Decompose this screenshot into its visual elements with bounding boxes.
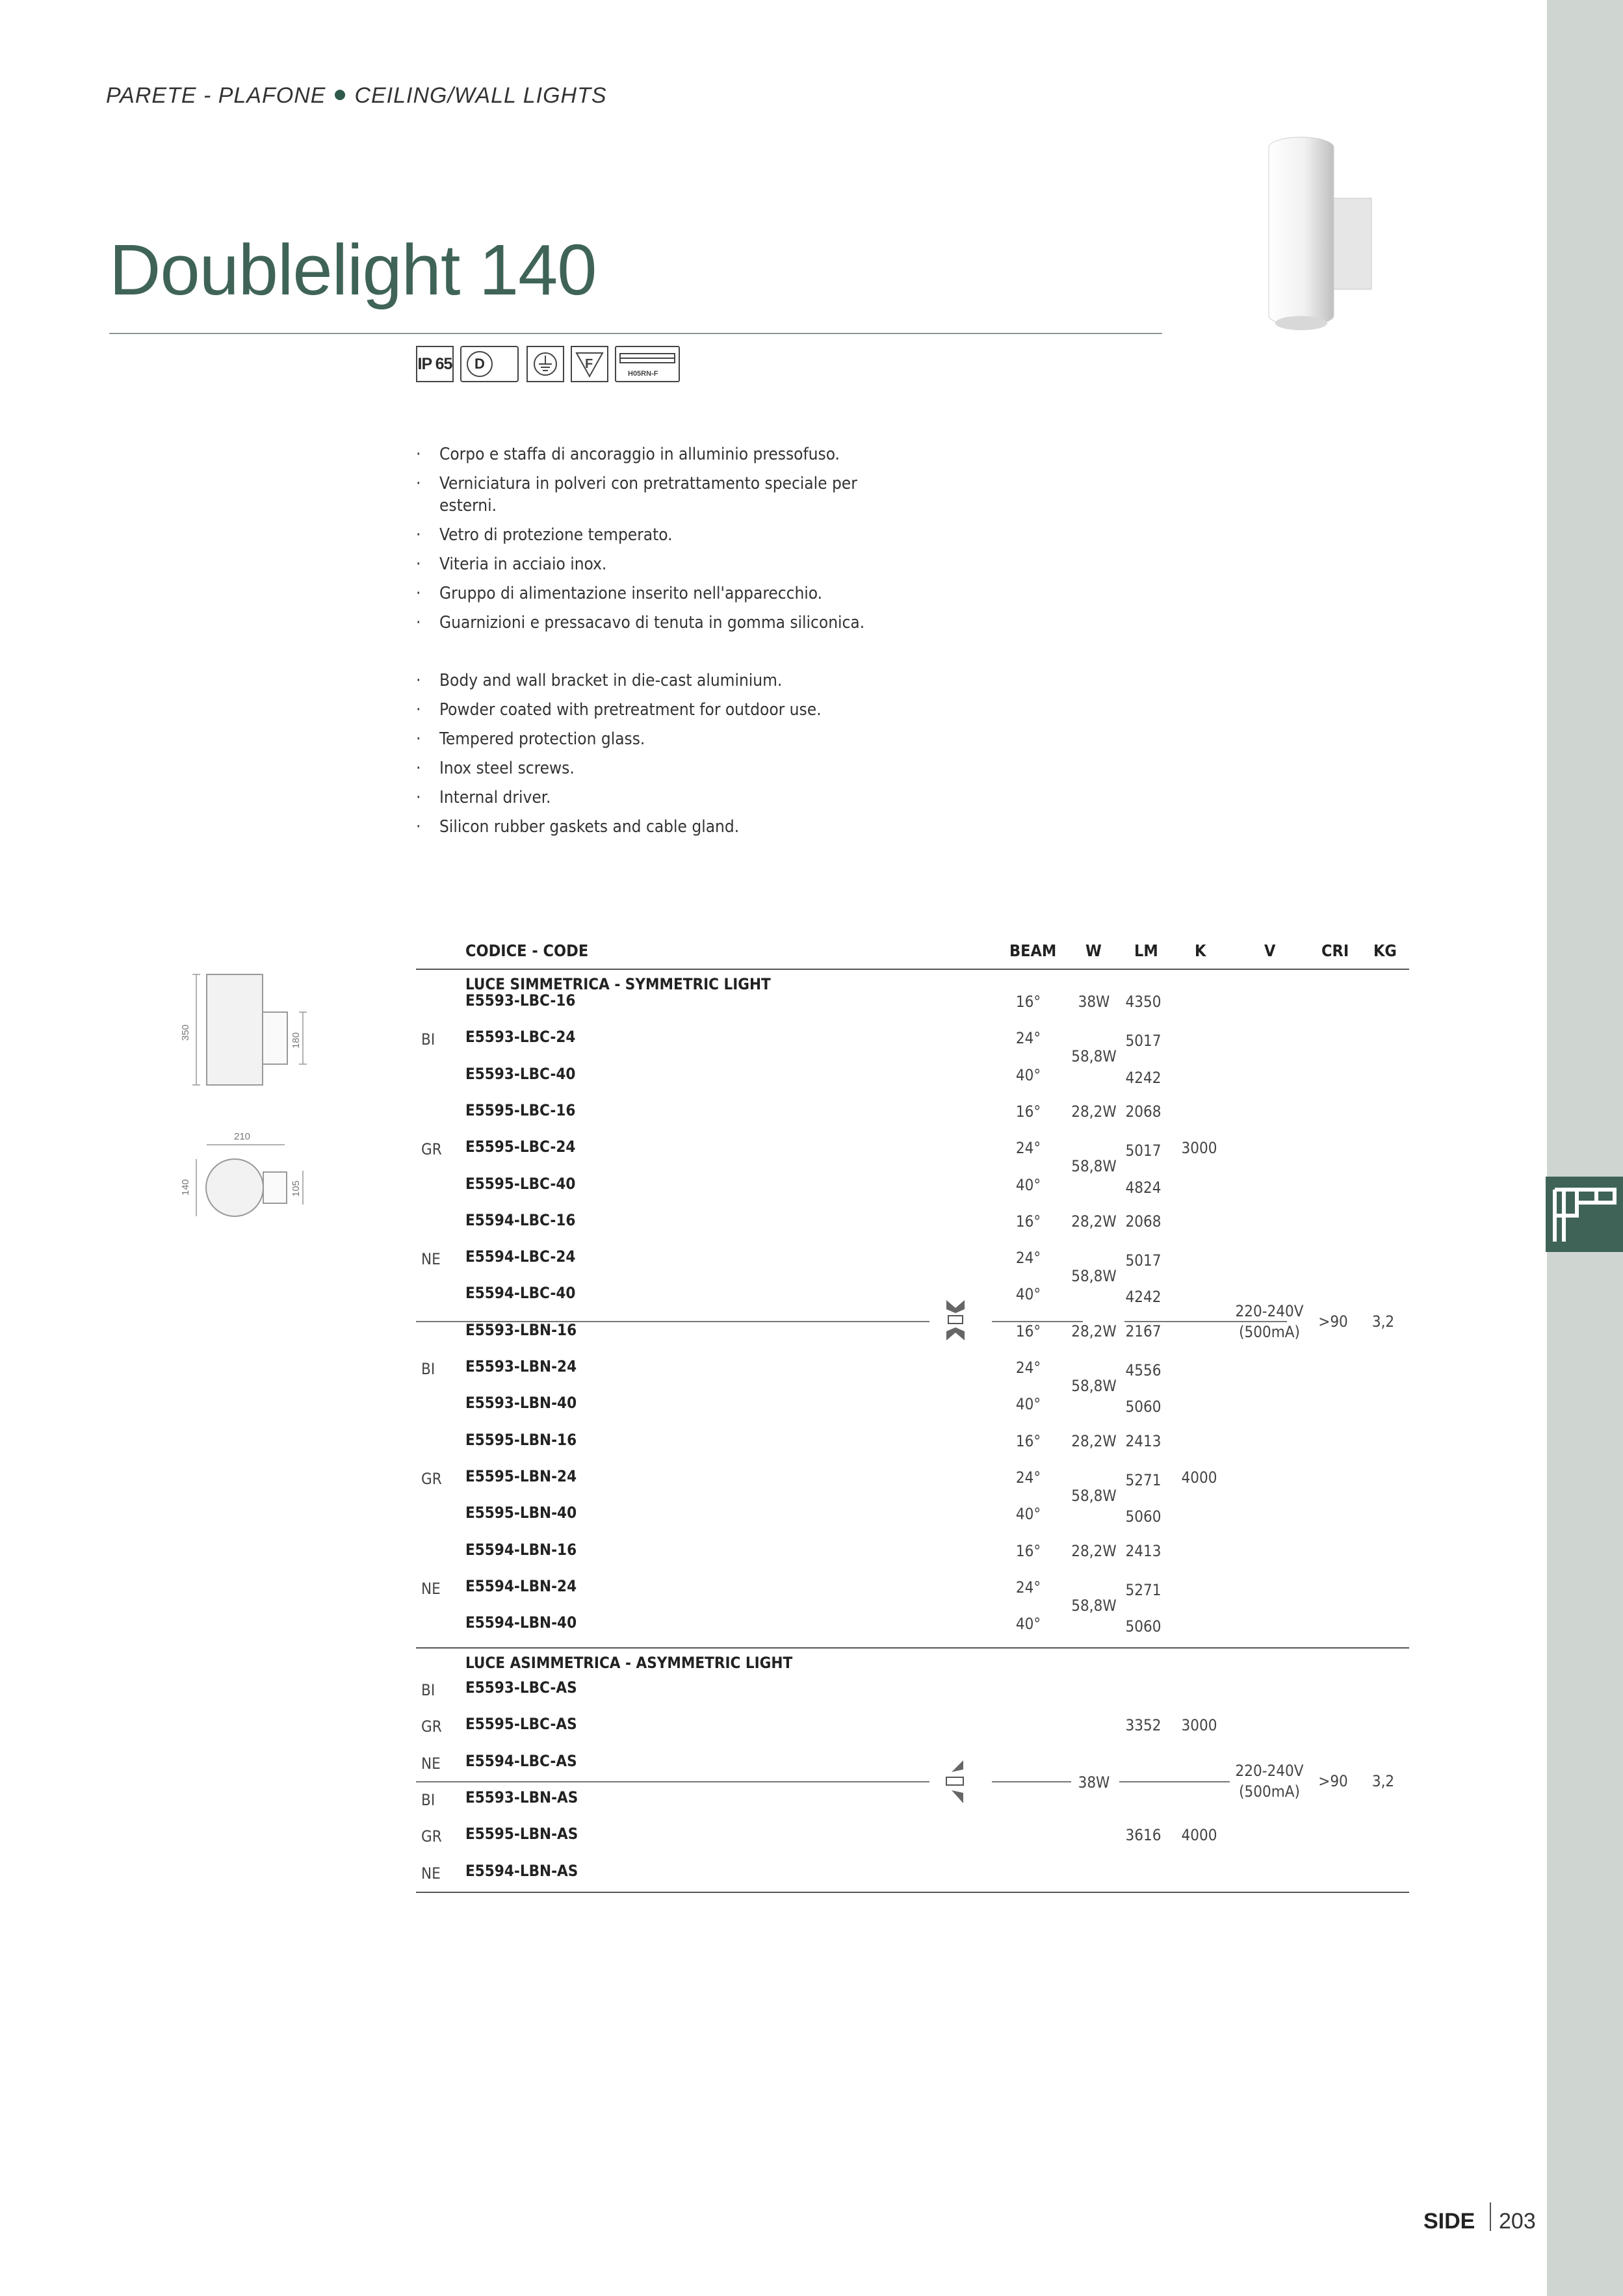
title-divider	[109, 333, 1162, 334]
product-code: E5594-LBN-40	[465, 1613, 577, 1632]
feature-list	[416, 443, 910, 845]
finish-code: BI	[421, 1360, 435, 1378]
product-photo	[1267, 133, 1378, 338]
symmetric-section-title: LUCE SIMMETRICA - SYMMETRIC LIGHT	[465, 975, 771, 993]
product-code: E5595-LBN-16	[465, 1430, 577, 1449]
wattage: 28,2W	[1071, 1212, 1117, 1231]
lumen-value: 2068	[1125, 1212, 1162, 1231]
col-header-v: V	[1264, 941, 1276, 960]
ip65-icon: IP 65	[416, 346, 454, 382]
beam-angle: 16°	[1015, 1102, 1041, 1121]
footer-divider	[1490, 2202, 1491, 2231]
product-code: E5595-LBN-24	[465, 1467, 577, 1485]
dim-width: 210	[234, 1131, 251, 1142]
cable-icon	[615, 346, 680, 382]
finish-code: BI	[421, 1030, 435, 1049]
col-header-beam: BEAM	[1009, 941, 1057, 960]
wattage: 28,2W	[1071, 1541, 1117, 1560]
product-code: E5595-LBC-24	[465, 1138, 576, 1156]
product-code: E5593-LBN-24	[465, 1357, 577, 1376]
category-breadcrumb	[106, 83, 607, 109]
lumen-value: 4824	[1125, 1178, 1162, 1197]
product-code: E5593-LBN-40	[465, 1394, 577, 1413]
asymmetric-beam-icon	[945, 1759, 966, 1807]
finish-code: BI	[421, 1790, 435, 1809]
table-bottom-rule	[416, 1892, 1409, 1893]
lumen-value: 5060	[1125, 1507, 1162, 1526]
list-item: · Tempered protection glass.	[416, 728, 910, 750]
lumen-value: 5017	[1125, 1141, 1162, 1160]
color-temperature: 3000	[1181, 1139, 1217, 1158]
beam-angle: 16°	[1015, 1431, 1041, 1450]
beam-angle: 40°	[1015, 1395, 1041, 1414]
list-item: · Corpo e staffa di ancoraggio in alluminio pressofuso.	[416, 443, 910, 465]
f-mark-label: F	[585, 357, 593, 371]
product-code: E5595-LBC-16	[465, 1101, 576, 1119]
list-item: · Gruppo di alimentazione inserito nell'apparecchio.	[416, 582, 910, 605]
section-tab-icon	[1546, 1177, 1623, 1252]
asymmetric-section-title: LUCE ASIMMETRICA - ASYMMETRIC LIGHT	[465, 1654, 793, 1672]
f-mark-icon	[571, 346, 608, 382]
product-title: Doublelight 140	[109, 230, 597, 310]
product-code: E5594-LBN-24	[465, 1576, 577, 1595]
wattage: 38W	[1078, 1773, 1110, 1792]
product-code: E5594-LBN-AS	[465, 1861, 578, 1880]
finish-code: NE	[421, 1754, 441, 1773]
product-code: E5593-LBC-40	[465, 1064, 576, 1083]
lumen-value: 3616	[1125, 1826, 1162, 1845]
wattage: 58,8W	[1071, 1487, 1117, 1506]
lumen-value: 5017	[1125, 1251, 1162, 1270]
beam-angle: 24°	[1015, 1359, 1041, 1377]
product-code: E5593-LBN-16	[465, 1320, 577, 1339]
dim-diameter: 140	[180, 1179, 191, 1195]
lumen-value: 4242	[1125, 1288, 1162, 1307]
row-group-divider	[1119, 1781, 1230, 1782]
col-header-kg: KG	[1373, 941, 1397, 960]
feature-list-it	[416, 443, 910, 634]
list-item: · Silicon rubber gaskets and cable gland.	[416, 816, 910, 838]
finish-code: NE	[421, 1579, 441, 1598]
lumen-value: 4350	[1125, 993, 1162, 1011]
wattage: 38W	[1078, 993, 1110, 1011]
dim-height: 350	[180, 1024, 191, 1041]
feature-list-en	[416, 670, 910, 838]
beam-angle: 40°	[1015, 1505, 1041, 1524]
product-code: E5593-LBN-AS	[465, 1788, 578, 1807]
finish-code: GR	[421, 1469, 442, 1488]
beam-angle: 24°	[1015, 1468, 1041, 1487]
beam-angle: 24°	[1015, 1249, 1041, 1268]
lumen-value: 5060	[1125, 1617, 1162, 1636]
lumen-value: 2167	[1125, 1322, 1162, 1340]
color-temperature: 4000	[1181, 1468, 1217, 1487]
product-code: E5593-LBC-16	[465, 991, 576, 1010]
beam-angle: 40°	[1015, 1615, 1041, 1634]
beam-angle: 40°	[1015, 1065, 1041, 1084]
product-code: E5594-LBN-16	[465, 1540, 577, 1559]
lumen-value: 5271	[1125, 1470, 1162, 1489]
lumen-value: 2413	[1125, 1541, 1162, 1560]
product-code: E5594-LBC-40	[465, 1284, 576, 1303]
product-code: E5593-LBC-AS	[465, 1678, 577, 1697]
wattage: 58,8W	[1071, 1047, 1117, 1066]
color-temperature: 4000	[1181, 1826, 1217, 1845]
cri-value: >90	[1318, 1312, 1348, 1331]
list-item: · Inox steel screws.	[416, 757, 910, 779]
lumen-value: 4242	[1125, 1068, 1162, 1087]
wattage: 28,2W	[1071, 1102, 1117, 1121]
beam-angle: 40°	[1015, 1285, 1041, 1304]
section-tab	[1546, 1177, 1623, 1252]
col-header-lm: LM	[1134, 941, 1158, 960]
row-group-divider	[992, 1781, 1071, 1782]
row-group-divider	[416, 1781, 929, 1782]
section-divider	[416, 1647, 1409, 1649]
finish-code: GR	[421, 1827, 442, 1846]
product-code: E5595-LBN-40	[465, 1504, 577, 1522]
col-header-k: K	[1195, 941, 1206, 960]
voltage: 220-240V	[1235, 1302, 1304, 1320]
lumen-value: 5060	[1125, 1398, 1162, 1416]
product-code: E5595-LBC-AS	[465, 1715, 577, 1734]
symmetric-beam-icon	[945, 1299, 966, 1344]
earth-icon	[526, 346, 564, 382]
cri-value: >90	[1318, 1772, 1348, 1790]
cable-label: H05RN-F	[628, 370, 658, 378]
list-item: · Powder coated with pretreatment for outdoor use.	[416, 699, 910, 721]
d-class-icon	[460, 346, 519, 382]
beam-angle: 16°	[1015, 1322, 1041, 1340]
side-color-band	[1547, 0, 1623, 2296]
wattage: 58,8W	[1071, 1267, 1117, 1286]
finish-code: GR	[421, 1140, 442, 1159]
col-header-code: CODICE - CODE	[465, 941, 589, 960]
lumen-value: 3352	[1125, 1716, 1162, 1735]
wattage: 28,2W	[1071, 1322, 1117, 1340]
weight: 3,2	[1371, 1312, 1395, 1331]
bullet-dot-icon	[335, 90, 345, 100]
list-item: · Guarnizioni e pressacavo di tenuta in gomma siliconica.	[416, 612, 910, 634]
current: (500mA)	[1239, 1323, 1300, 1341]
beam-angle: 24°	[1015, 1029, 1041, 1048]
list-item: · Verniciatura in polveri con pretrattamento speciale per esterni.	[416, 473, 910, 517]
color-temperature: 3000	[1181, 1716, 1217, 1735]
list-item: · Body and wall bracket in die-cast aluminium.	[416, 670, 910, 692]
product-code: E5593-LBC-24	[465, 1028, 576, 1047]
col-header-w: W	[1085, 941, 1102, 960]
category-en: CEILING/WALL LIGHTS	[354, 83, 607, 108]
dim-inner: 180	[291, 1032, 302, 1049]
product-code: E5595-LBC-40	[465, 1174, 576, 1193]
beam-angle: 40°	[1015, 1175, 1041, 1194]
beam-angle: 16°	[1015, 1541, 1041, 1560]
finish-code: NE	[421, 1864, 441, 1883]
wattage: 58,8W	[1071, 1596, 1117, 1615]
product-code: E5594-LBC-AS	[465, 1751, 577, 1770]
lumen-value: 2413	[1125, 1431, 1162, 1450]
col-header-cri: CRI	[1321, 941, 1349, 960]
current: (500mA)	[1239, 1782, 1300, 1801]
list-item: · Vetro di protezione temperato.	[416, 524, 910, 546]
voltage: 220-240V	[1235, 1762, 1304, 1780]
lumen-value: 5017	[1125, 1032, 1162, 1050]
finish-code: NE	[421, 1250, 441, 1269]
beam-angle: 24°	[1015, 1578, 1041, 1597]
lumen-value: 4556	[1125, 1361, 1162, 1379]
wattage: 28,2W	[1071, 1431, 1117, 1450]
product-code: E5595-LBN-AS	[465, 1825, 578, 1844]
finish-code: BI	[421, 1681, 435, 1699]
category-it: PARETE - PLAFONE	[106, 83, 326, 108]
header-divider	[416, 969, 1409, 970]
page-number: 203	[1499, 2209, 1536, 2234]
lumen-value: 2068	[1125, 1102, 1162, 1121]
product-code: E5594-LBC-16	[465, 1210, 576, 1229]
beam-angle: 16°	[1015, 993, 1041, 1011]
lumen-value: 5271	[1125, 1580, 1162, 1599]
technical-drawing	[175, 972, 331, 1235]
list-item: · Internal driver.	[416, 787, 910, 809]
finish-code: GR	[421, 1717, 442, 1736]
brand-name: SIDE	[1423, 2209, 1475, 2234]
product-code: E5594-LBC-24	[465, 1247, 576, 1266]
dim-depth: 105	[291, 1180, 302, 1197]
beam-angle: 16°	[1015, 1212, 1041, 1231]
beam-angle: 24°	[1015, 1139, 1041, 1158]
list-item: · Viteria in acciaio inox.	[416, 553, 910, 575]
weight: 3,2	[1371, 1772, 1395, 1790]
d-class-label: D	[467, 351, 493, 377]
wattage: 58,8W	[1071, 1157, 1117, 1176]
wattage: 58,8W	[1071, 1377, 1117, 1396]
